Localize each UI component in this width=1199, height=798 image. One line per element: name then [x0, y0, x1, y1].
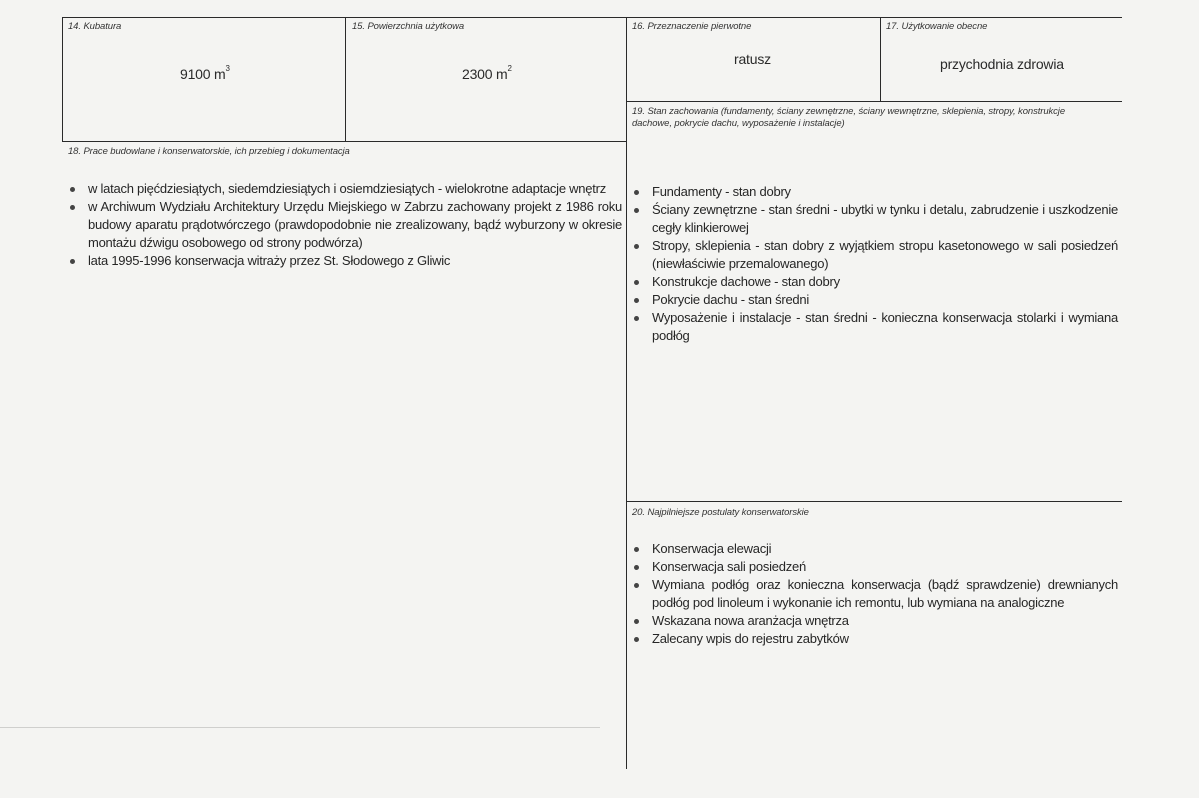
col-divider-1	[345, 17, 346, 142]
powierzchnia-unit-exponent: 2	[507, 64, 512, 74]
scan-edge-line	[0, 727, 600, 728]
uzytkowanie-value: przychodnia zdrowia	[940, 56, 1064, 72]
kubatura-value	[180, 66, 230, 82]
stan-item: Wyposażenie i instalacje - stan średni - konieczna konserwacja stolarki i wymiana podłóg	[630, 309, 1118, 345]
postulaty-list	[630, 540, 1118, 648]
kubatura-number: 9100 m	[180, 66, 226, 82]
col-divider-3	[880, 17, 881, 102]
przeznaczenie-value: ratusz	[734, 51, 771, 67]
stan-item: Stropy, sklepienia - stan dobry z wyjątkiem stropu kasetonowego w sali posiedzeń (niewłaściwie przemalowanego)	[630, 237, 1118, 273]
postulaty-item: Konserwacja elewacji	[630, 540, 1118, 558]
row-divider-right-top	[626, 101, 1122, 102]
uzytkowanie-label: 17. Użytkowanie obecne	[886, 21, 988, 32]
prace-item: w latach pięćdziesiątych, siedemdziesiątych i osiemdziesiątych - wielokrotne adaptacje wnętrz	[66, 180, 622, 198]
postulaty-item: Konserwacja sali posiedzeń	[630, 558, 1118, 576]
prace-list	[66, 180, 622, 270]
postulaty-item: Zalecany wpis do rejestru zabytków	[630, 630, 1118, 648]
powierzchnia-value	[462, 66, 512, 82]
left-border	[62, 17, 63, 142]
stan-label: 19. Stan zachowania (fundamenty, ściany zewnętrzne, ściany wewnętrzne, sklepienia, stropy, konstrukcje dachowe, pokrycie dachu, wyposażenie i instalacje)	[632, 106, 1066, 129]
stan-item: Pokrycie dachu - stan średni	[630, 291, 1118, 309]
row-divider-right-mid	[626, 501, 1122, 502]
top-border	[62, 17, 1122, 18]
przeznaczenie-label: 16. Przeznaczenie pierwotne	[632, 21, 752, 32]
postulaty-item: Wymiana podłóg oraz konieczna konserwacja (bądź sprawdzenie) drewnianych podłóg pod linoleum i wykonanie ich remontu, lub wymiana na analogiczne	[630, 576, 1118, 612]
powierzchnia-label: 15. Powierzchnia użytkowa	[352, 21, 465, 32]
stan-item: Konstrukcje dachowe - stan dobry	[630, 273, 1118, 291]
row-divider-left	[62, 141, 626, 142]
powierzchnia-number: 2300 m	[462, 66, 508, 82]
prace-label: 18. Prace budowlane i konserwatorskie, ich przebieg i dokumentacja	[68, 146, 350, 157]
postulaty-item: Wskazana nowa aranżacja wnętrza	[630, 612, 1118, 630]
prace-item: w Archiwum Wydziału Architektury Urzędu Miejskiego w Zabrzu zachowany projekt z 1986 roku budowy aparatu prądotwórczego (prawdopodobnie nie zrealizowany, bądź wyburzony w okresie montażu dźwigu osobowego od strony podwórza)	[66, 198, 622, 252]
col-divider-2	[626, 17, 627, 769]
stan-list	[630, 183, 1118, 345]
kubatura-label: 14. Kubatura	[68, 21, 122, 32]
stan-item: Ściany zewnętrzne - stan średni - ubytki w tynku i detalu, zabrudzenie i uszkodzenie cegły klinkierowej	[630, 201, 1118, 237]
kubatura-unit-exponent: 3	[225, 64, 230, 74]
postulaty-label: 20. Najpilniejsze postulaty konserwatorskie	[632, 507, 809, 518]
stan-item: Fundamenty - stan dobry	[630, 183, 1118, 201]
prace-item: lata 1995-1996 konserwacja witraży przez St. Słodowego z Gliwic	[66, 252, 622, 270]
